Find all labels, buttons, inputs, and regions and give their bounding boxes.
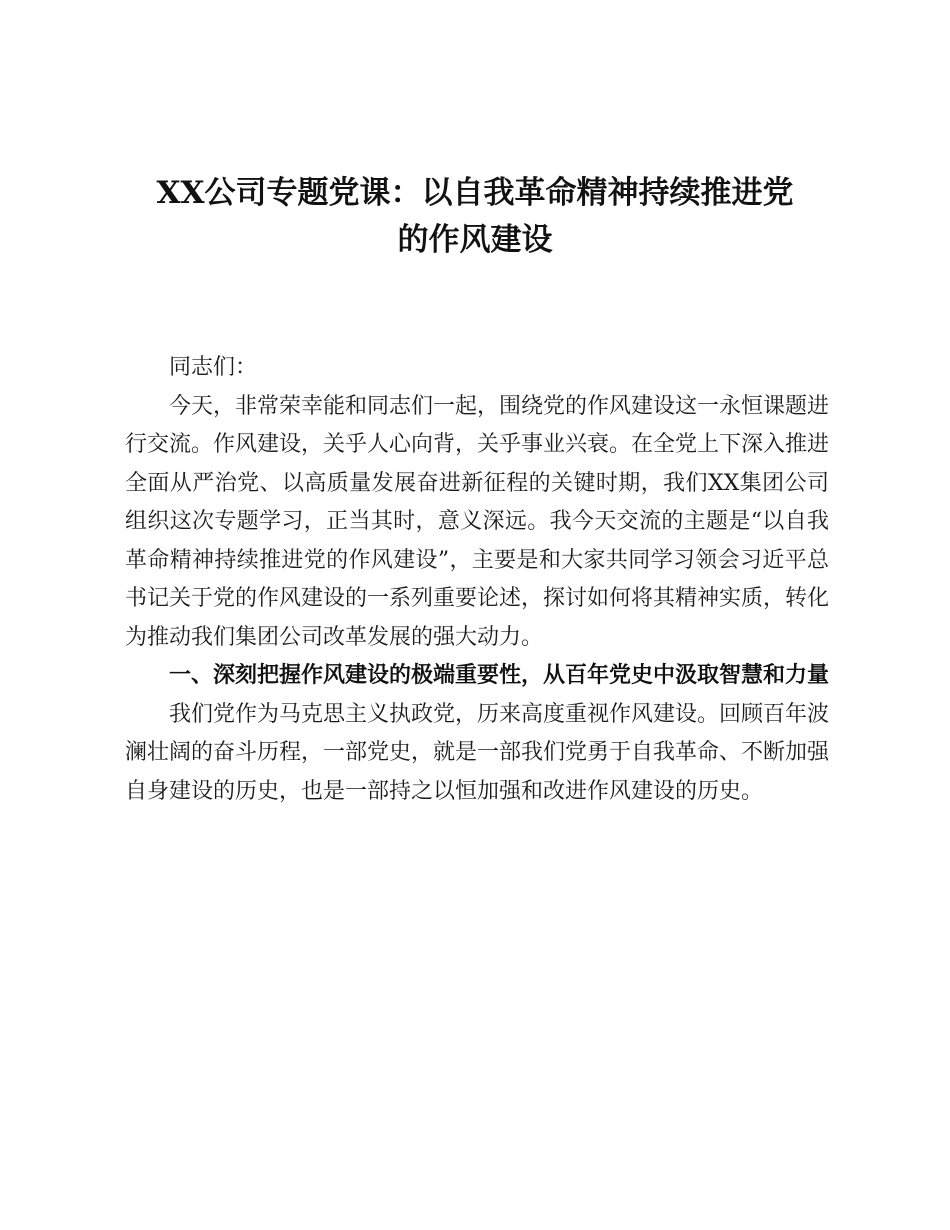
title-line-2: 的作风建设: [397, 222, 553, 258]
title-line-1: XX公司专题党课：以自我革命精神持续推进党: [156, 175, 794, 211]
document-body: [125, 349, 829, 811]
paragraph-intro: 今天，非常荣幸能和同志们一起，围绕党的作风建设这一永恒课题进行交流。作风建设，关乎人心向背，关乎事业兴衰。在全党上下深入推进全面从严治党、以高质量发展奋进新征程的关键时期，我们XX集团公司组织这次专题学习，正当其时，意义深远。我今天交流的主题是“以自我革命精神持续推进党的作风建设”，主要是和大家共同学习领会习近平总书记关于党的作风建设的一系列重要论述，探讨如何将其精神实质，转化为推动我们集团公司改革发展的强大动力。: [125, 393, 830, 650]
section-heading-1: 一、深刻把握作风建设的极端重要性，从百年党史中汲取智慧和力量: [169, 663, 830, 688]
paragraph-section-1: 我们党作为马克思主义执政党，历来高度重视作风建设。回顾百年波澜壮阔的奋斗历程，一部党史，就是一部我们党勇于自我革命、不断加强自身建设的历史，也是一部持之以恒加强和改进作风建设的历史。: [125, 701, 830, 804]
document-title: [100, 170, 850, 264]
salutation: 同志们：: [169, 355, 258, 380]
